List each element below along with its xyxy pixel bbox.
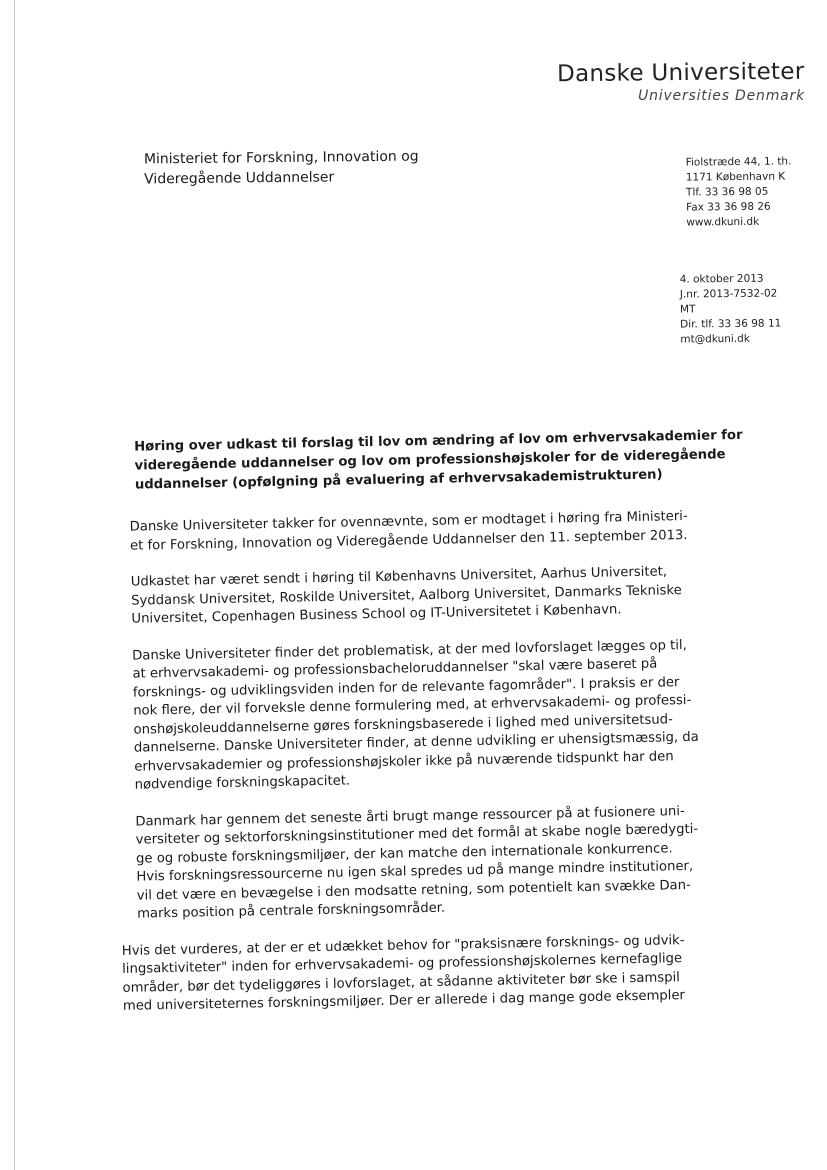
scan-edge-line <box>14 0 15 1170</box>
sender-phone: Tlf. 33 36 98 05 <box>685 185 769 199</box>
text-line: Danmark har gennem det seneste årti brugt mange ressourcer på at fusionere uni- <box>135 803 685 830</box>
text-line: marks position på centrale forskningsområder. <box>137 900 446 922</box>
direct-phone: Dir. tlf. 33 36 98 11 <box>680 317 782 331</box>
text-line: et for Forskning, Innovation og Videregående Uddannelser den 11. september 2013. <box>129 527 688 554</box>
subject-line: Høring over udkast til forslag til lov om ændring af lov om erhvervsakademier for <box>134 427 743 455</box>
letter-body <box>112 427 743 1035</box>
text-line: Hvis forskningsressourcerne nu igen skal spredes ud på mange mindre institutioner, <box>136 858 694 885</box>
paragraph-5 <box>121 932 686 1016</box>
text-line: dannelserne. Danske Universiteter finder, at denne udvikling er uhensigtsmæssig, da <box>133 729 699 756</box>
text-line: områder, bør det tydeliggøres i lovforslaget, at sådanne aktiviteter bør ske i samspil <box>122 969 680 996</box>
text-line: Hvis det vurderes, at der er et udækket behov for "praksisnære forsknings- og udvik- <box>121 932 685 959</box>
text-line: ge og robuste forskningsmiljøer, der kan matche den internationale konkurrence. <box>135 840 673 867</box>
subject-line: uddannelser (opfølgning på evaluering af erhvervsakademistrukturen) <box>134 467 663 493</box>
sender-city: 1171 København K <box>685 170 786 184</box>
text-line: erhvervsakademier og professionshøjskoler ikke på nuværende tidspunkt har den <box>134 748 674 775</box>
letter-subject <box>134 427 743 495</box>
text-line: med universiteternes forskningsmiljøer. Der er allerede i dag mange gode eksempler <box>122 988 686 1014</box>
text-line: Universitet, Copenhagen Business School og IT-Universitetet i København. <box>131 602 622 627</box>
text-line: nødvendige forskningskapacitet. <box>134 773 351 793</box>
text-line: vil det være en bevægelse i den modsatte retning, som potentielt kan svække Dan- <box>136 877 691 904</box>
text-line: Danske Universiteter takker for ovennævnte, som er modtaget i høring fra Ministeri- <box>129 508 688 535</box>
author-initials: MT <box>679 303 696 316</box>
letter-date: 4. oktober 2013 <box>679 272 764 286</box>
text-line: forsknings- og udviklingsviden inden for de relevante fagområder". I praksis er der <box>132 674 680 701</box>
sender-street: Fiolstræde 44, 1. th. <box>685 155 792 169</box>
sender-fax: Fax 33 36 98 26 <box>686 200 771 214</box>
sender-website: www.dkuni.dk <box>686 215 760 229</box>
author-email: mt@dkuni.dk <box>680 332 750 346</box>
paragraph-3 <box>132 637 699 795</box>
paragraph-4 <box>135 803 699 924</box>
paragraph-1 <box>129 508 688 556</box>
text-line: nok flere, der vil forveksle denne formulering med, at erhvervsakademi- og professi- <box>133 692 692 719</box>
text-line: at erhvervsakademi- og professionsbacheloruddannelser "skal være baseret på <box>132 656 658 682</box>
letter-metadata <box>680 271 782 347</box>
text-line: Syddansk Universitet, Roskilde Universitet, Aalborg Universitet, Danmarks Tekniske <box>130 582 682 609</box>
logo-name: Danske Universiteter <box>557 58 806 88</box>
subject-line: videregående uddannelser og lov om professionshøjskoler for de videregående <box>134 447 726 474</box>
text-line: onshøjskoleuddannelserne gøres forskningsbaserede i lighed med universitetsud- <box>133 711 673 738</box>
recipient-line: Videregående Uddannelser <box>144 169 335 188</box>
journal-number: J.nr. 2013-7532-02 <box>679 287 778 301</box>
text-line: Danske Universiteter finder det problematisk, at der med lovforslaget lægges op til, <box>132 637 687 664</box>
text-line: lingsaktiviteter" inden for erhvervsakademi- og professionshøjskolernes kernefaglige <box>122 951 683 977</box>
text-line: versiteter og sektorforskningsinstitutioner med det formål at skabe nogle bæredygti- <box>135 821 699 848</box>
text-line: Udkastet har været sendt i høring til Københavns Universitet, Aarhus Universitet, <box>130 564 668 590</box>
paragraph-2 <box>130 564 682 630</box>
recipient-address <box>144 147 419 190</box>
logo-subtitle: Universities Denmark <box>638 88 805 104</box>
letterhead-logo <box>557 60 805 104</box>
recipient-line: Ministeriet for Forskning, Innovation og <box>143 148 419 168</box>
sender-address <box>686 154 792 230</box>
